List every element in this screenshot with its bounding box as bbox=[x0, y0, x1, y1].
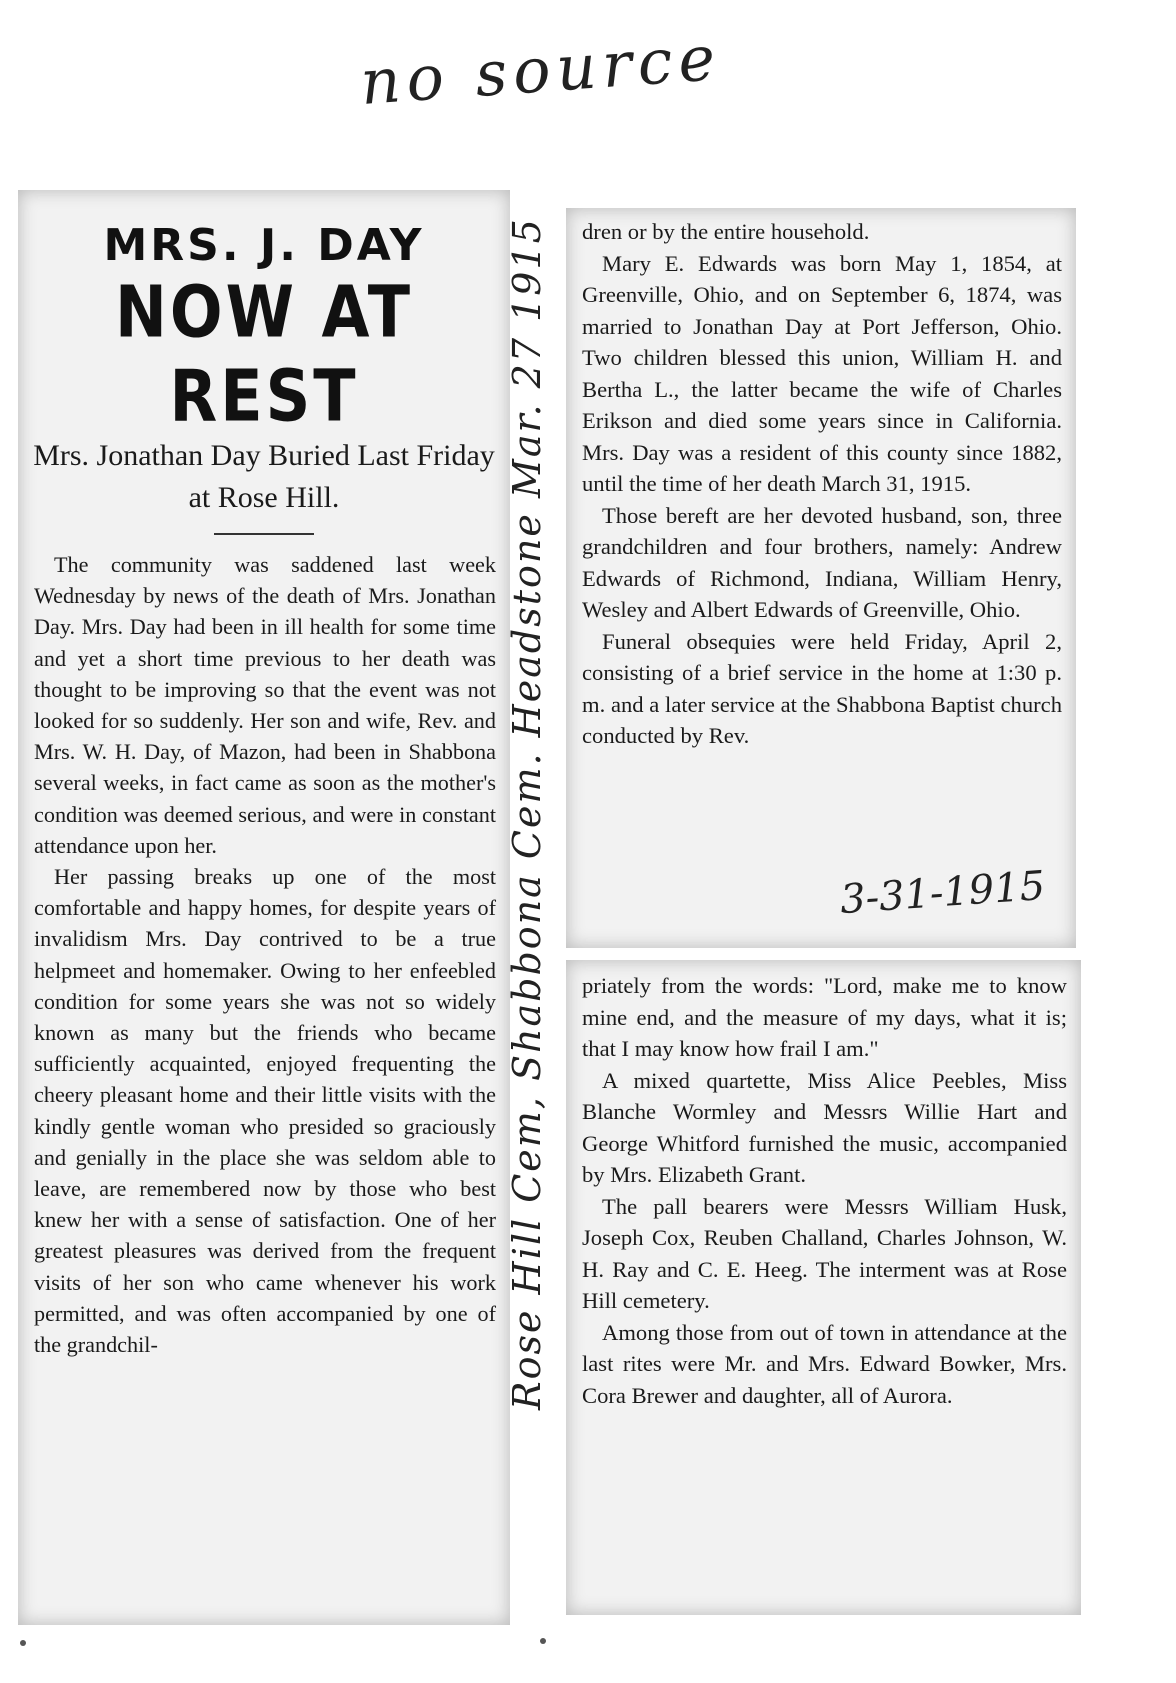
clipping-right-column-top bbox=[566, 208, 1076, 948]
handwritten-date: 3-31-1915 bbox=[838, 862, 1047, 924]
article-paragraph: Her passing breaks up one of the most comfortable and happy homes, for despite years of invalidism Mrs. Day contrived to be a true helpmeet and homemaker. Owing to her enfeebled condition for some years she was not so widely known as many but the friends who became sufficiently acquainted, enjoyed frequenting the cheery pleasant home and their little visits with the kindly gentle woman who presided so graciously and genially in the place she was seldom able to leave, are remembered now by those who best knew her with a sense of satisfaction. One of her greatest pleasures was derived from the frequent visits of her son who came whenever his work permitted, and was often accompanied by one of the grandchil- bbox=[34, 864, 496, 1358]
handwritten-margin-note: Rose Hill Cem, Shabbona Cem. Headstone Mar. 27 1915 bbox=[505, 217, 549, 1410]
subheadline: Mrs. Jonathan Day Buried Last Friday at Rose Hill. bbox=[33, 439, 495, 514]
article-paragraph: A mixed quartette, Miss Alice Peebles, Miss Blanche Wormley and Messrs Willie Hart and George Whitford furnished the music, accompanied by Mrs. Elizabeth Grant. bbox=[582, 1067, 1067, 1187]
article-paragraph: priately from the words: "Lord, make me to know mine end, and the measure of my days, what it is; that I may know how frail I am." bbox=[582, 973, 1067, 1061]
article-paragraph: Among those from out of town in attendance at the last rites were Mr. and Mrs. Edward Bowker, Mrs. Cora Brewer and daughter, all of Aurora. bbox=[582, 1319, 1067, 1408]
clipping-left-column bbox=[18, 190, 510, 1625]
headline-rule bbox=[214, 533, 314, 535]
clipping-right-column-bottom bbox=[566, 960, 1081, 1615]
article-paragraph: The community was saddened last week Wednesday by news of the death of Mrs. Jonathan Day. Mrs. Day had been in ill health for some time and yet a short time previous to her death was thought to be improving so that the event was not looked for so suddenly. Her son and wife, Rev. and Mrs. W. H. Day, of Mazon, had been in Shabbona several weeks, in fact came as soon as the mother's condition was deemed serious, and were in constant attendance upon her. bbox=[34, 552, 496, 858]
headline-main: NOW AT REST bbox=[114, 270, 414, 438]
article-paragraph: Funeral obsequies were held Friday, April 2, consisting of a brief service in the home at 1:30 p. m. and a later service at the Shabbona Baptist church conducted by Rev. bbox=[582, 628, 1062, 748]
scan-speck bbox=[20, 1640, 26, 1646]
article-paragraph: The pall bearers were Messrs William Husk, Joseph Cox, Reuben Challand, Charles Johnson, W. H. Ray and C. E. Heeg. The interment was at Rose Hill cemetery. bbox=[582, 1193, 1067, 1313]
article-paragraph: Mary E. Edwards was born May 1, 1854, at Greenville, Ohio, and on September 6, 1874, was married to Jonathan Day at Port Jefferson, Ohio. Two children blessed this union, William H. and Bertha L., the latter became the wife of Charles Erikson and died some years since in California. Mrs. Day was a resident of this county since 1882, until the time of her death March 31, 1915. bbox=[582, 250, 1062, 496]
article-paragraph: dren or by the entire household. bbox=[582, 219, 870, 244]
scan-speck bbox=[540, 1638, 546, 1644]
article-paragraph: Those bereft are her devoted husband, son, three grandchildren and four brothers, namely: Andrew Edwards of Richmond, Indiana, William Henry, Wesley and Albert Edwards of Greenville, Ohio. bbox=[582, 502, 1062, 622]
headline-name: MRS. J. DAY bbox=[103, 220, 425, 271]
handwritten-note: no source bbox=[358, 20, 724, 119]
